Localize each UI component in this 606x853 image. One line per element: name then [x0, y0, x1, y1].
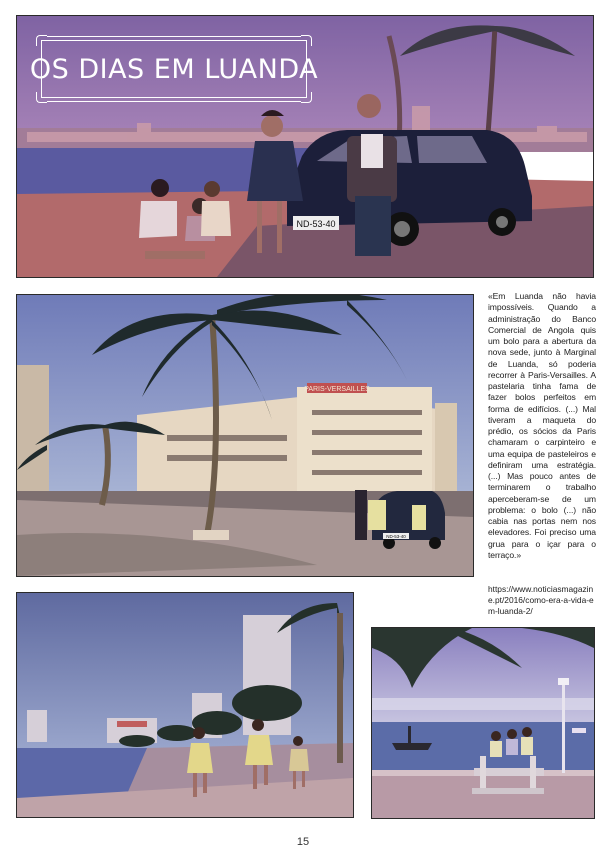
children-on-bench [490, 727, 533, 757]
title-frame [29, 40, 319, 98]
children-running-promenade-photo [16, 592, 354, 818]
quote-text: «Em Luanda não havia impossíveis. Quando a administração do Banco Comercial de Angola quis um bolo para a abertura da nova sede, junto à Marginal de Luanda, só poderia recorrer à Paris-Versailles. A pastelaria tinha fama de fazer bolos perfeitos em forma de edifícios. (...) Mal tiveram a maqueta do prédio, os sócios da Paris chamaram o carpinteiro e uma equipa de pasteleiros e definiram uma estratégia. (...) Mas pouco antes de terminarem o trabalho aperceberam-se de um problema: o bolo (...) não cabia nas portas nem nos elevadores. Foi preciso uma grua para o içar para o terraço.» [488, 291, 596, 560]
building-palms-scene [17, 295, 473, 576]
building-sign: PARIS-VERSAILLES [304, 386, 370, 393]
source-link[interactable]: https://www.noticiasmagazine.pt/2016/como-era-a-vida-em-luanda-2/ [488, 584, 594, 616]
bay-bench-scene [372, 628, 594, 818]
page-number: 15 [296, 836, 310, 848]
building-palms-photo [16, 294, 474, 577]
promenade-scene [17, 593, 353, 817]
car [287, 130, 532, 246]
family-car-marginal-photo [16, 15, 594, 278]
car-plate-2: ND-53-40 [386, 534, 406, 539]
license-plate: ND-53-40 [296, 219, 336, 229]
children-bench-bay-photo [371, 627, 595, 819]
page-title: OS DIAS EM LUANDA [29, 53, 319, 85]
